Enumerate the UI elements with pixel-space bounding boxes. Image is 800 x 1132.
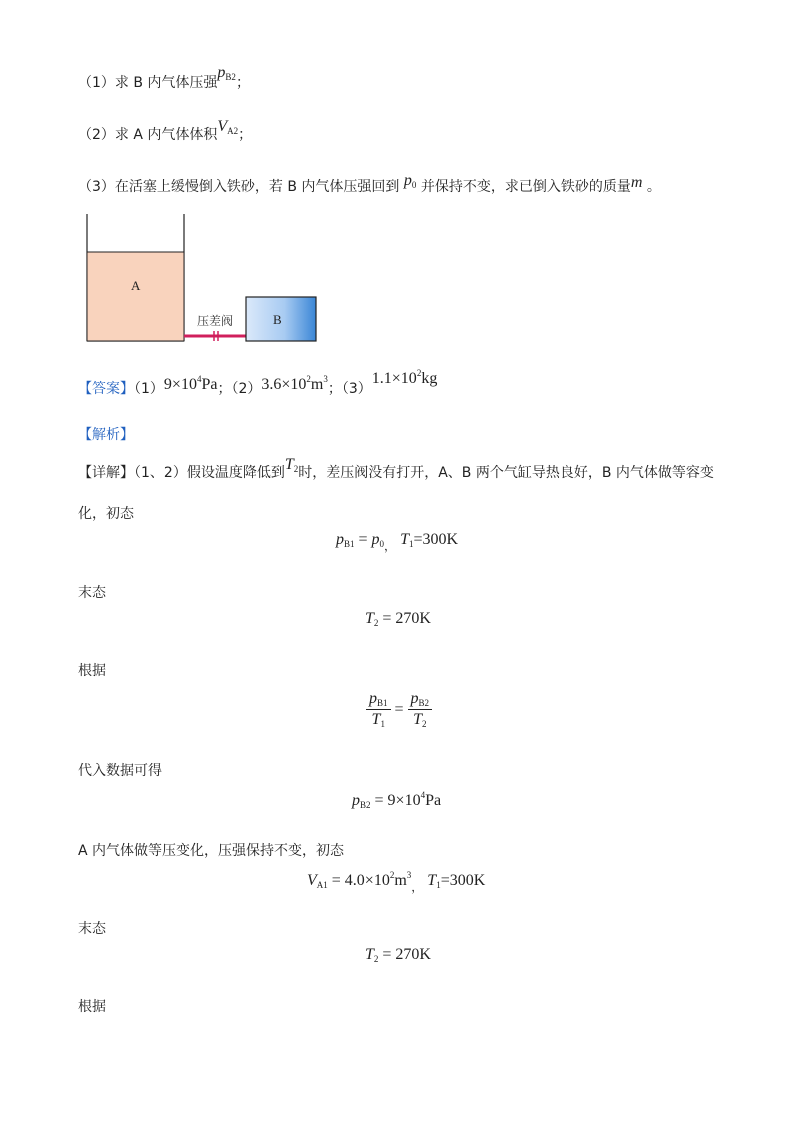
question-1 (78, 64, 250, 92)
tank-a-gas (87, 252, 184, 341)
question-3-mid: 并保持不变，求已倒入铁砂的质量 (420, 179, 631, 195)
symbol-va2: $V_{A2}$ (217, 118, 239, 136)
equation-final-temp-1: $T_2 = 270K$ (365, 610, 431, 628)
answer-part-2-label: ；（2） (217, 381, 262, 397)
equation-pb2-result: $p_{B2} = 9\times 10^4Pa$ (352, 790, 442, 810)
symbol-m: m (630, 174, 643, 191)
detail-line-1 (78, 456, 714, 482)
label-based-2: 根据 (78, 999, 106, 1015)
detail-a-text: A 内气体做等压变化，压强保持不变，初态 (78, 843, 345, 859)
equation-initial-b: $p_{B1} = p_{0,}$ $T_1=300K$ (336, 531, 459, 553)
fraction-left: $\frac{p_{B1}}{T_1}$ (366, 690, 391, 729)
answer-part-3-label: ；（3） (327, 381, 372, 397)
question-3-text: （3）在活塞上缓慢倒入铁砂，若 B 内气体压强回到 (78, 179, 400, 195)
answer-3: $1.1\times 10^2kg$ (371, 368, 438, 387)
label-final-2: 末态 (78, 921, 106, 937)
valve-label: 压差阀 (197, 314, 234, 328)
apparatus-diagram (80, 210, 330, 350)
detail-line-2: 化，初态 (78, 506, 134, 522)
equation-isochoric: $\frac{p_{B1}}{T_1}$ = $\frac{p_{B2}}{T_2}$ (366, 690, 432, 729)
equation-final-temp-2: $T_2 = 270K$ (365, 946, 431, 964)
answer-1: $9\times 10^4Pa$ (163, 374, 218, 393)
answer-line (78, 368, 438, 398)
question-2 (78, 118, 253, 144)
label-final-1: 末态 (78, 585, 106, 601)
symbol-pb2: $p_{B2}$ (217, 64, 236, 82)
answer-tag: 【答案】 (78, 381, 134, 397)
label-based-1: 根据 (78, 663, 106, 679)
detail-text-after: 时，差压阀没有打开，A、B 两个气缸导热良好，B 内气体做等容变 (298, 465, 714, 481)
question-3-tail: 。 (646, 179, 661, 195)
equation-initial-a: $V_{A1} = 4.0\times 10^2m^3_,$ $T_1=300K$ (307, 870, 486, 894)
fraction-right: $\frac{p_{B2}}{T_2}$ (408, 690, 433, 729)
answer-part-1-label: （1） (134, 381, 164, 397)
tank-a-label: A (131, 278, 141, 293)
tank-b-label: B (273, 312, 282, 327)
label-substitute: 代入数据可得 (78, 763, 162, 779)
question-1-text: （1）求 B 内气体压强 (78, 75, 218, 91)
detail-text-before: （1、2）假设温度降低到 (134, 465, 285, 481)
question-3 (78, 172, 661, 196)
question-2-text: （2）求 A 内气体体积 (78, 127, 218, 143)
detail-tag: 【详解】 (78, 465, 134, 481)
symbol-p0: $p_0$ (403, 172, 417, 190)
question-1-tail: ； (235, 75, 250, 91)
symbol-t2: $T_2$ (284, 456, 299, 474)
question-2-tail: ； (238, 127, 253, 143)
answer-2: $3.6\times 10^2m^3$ (261, 374, 328, 393)
analysis-tag: 【解析】 (78, 427, 134, 443)
